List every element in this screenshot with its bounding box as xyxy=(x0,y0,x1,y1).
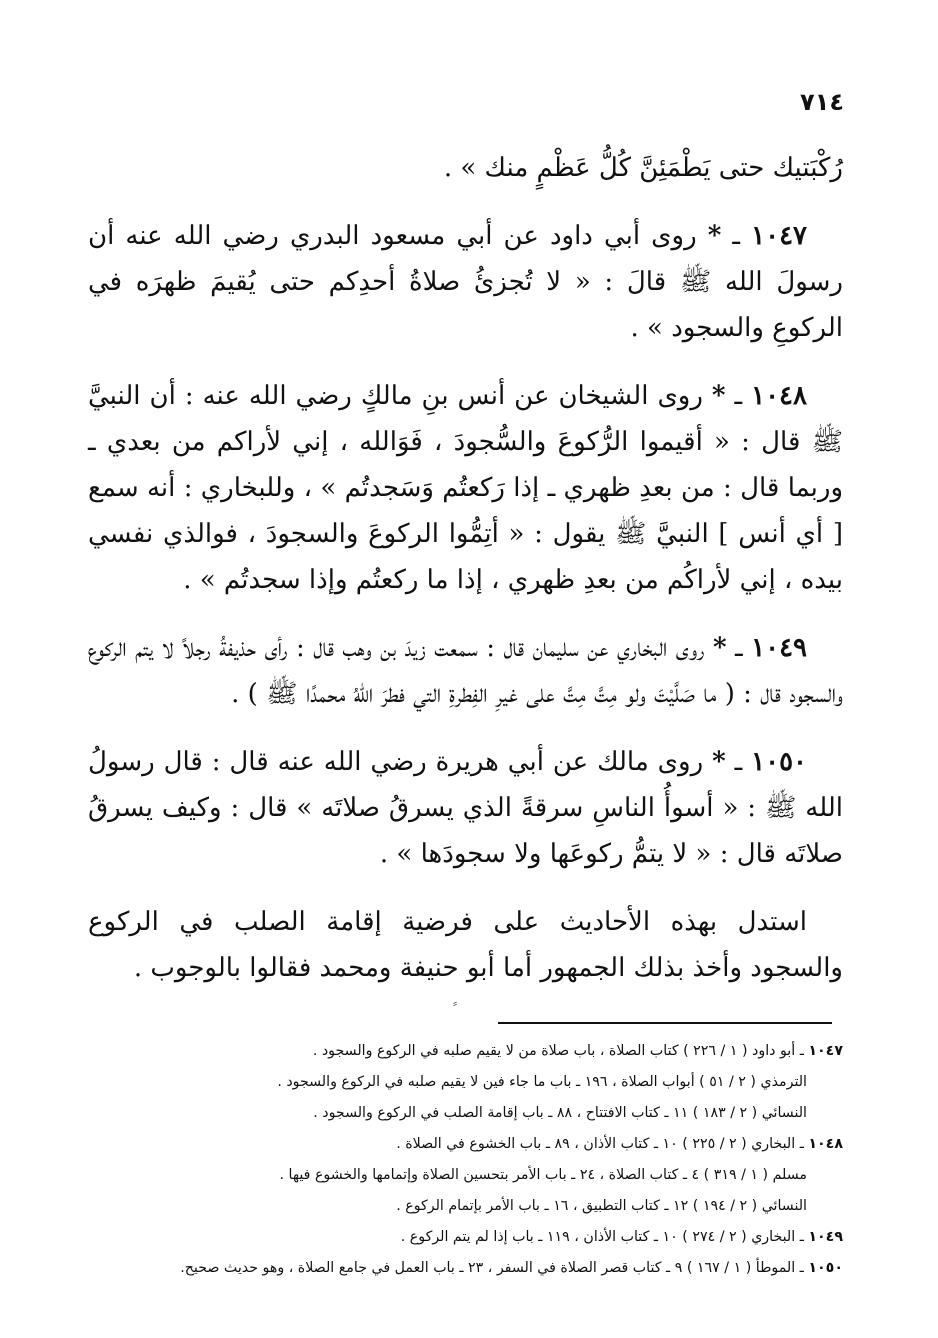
hadith-1048 xyxy=(88,373,843,603)
footnotes xyxy=(80,1036,843,1284)
hadith-text: روى البخاري عن سليمان قال : سمعت زيدَ بن وهب قال : رأى حذيفةُ رجلاً لا يتم الركوع والسجود قال : ( ما صَلَّيْتَ ولو مِتَّ مِتَّ على غيرِ الفِطرةِ التي فطرَ اللهُ محمدًا ﷺ ) . xyxy=(88,633,843,709)
footnote-number: ١٠٤٧ xyxy=(808,1043,843,1059)
footnote-text: ـ أبو داود ( ١ / ٢٢٦ ) كتاب الصلاة ، باب صلاة من لا يقيم صلبه في الركوع والسجود . xyxy=(312,1043,809,1059)
continuation-text: رُكْبَتيك حتى يَطْمَئِنَّ كُلُّ عَظْمٍ منك » . xyxy=(443,153,843,183)
footnote-text: الترمذي ( ٢ / ٥١ ) أبواب الصلاة ، ١٩٦ ـ باب ما جاء فين لا يقيم صلبه في الركوع والسجود . xyxy=(277,1074,807,1090)
hadith-text: روى مالك عن أبي هريرة رضي الله عنه قال : قال رسولُ الله ﷺ : « أسوأُ الناسِ سرقةً الذي يسرقُ صلاتَه » قال : وكيف يسرقُ صلاتَه قال : « لا يتمُّ ركوعَها ولا سجودَها » . xyxy=(88,747,843,869)
hadith-dash: ـ xyxy=(721,221,752,251)
ornament-dot: ⸗ xyxy=(453,996,457,1010)
star-marker: * xyxy=(712,633,727,663)
hadith-text: روى أبي داود عن أبي مسعود البدري رضي الله عنه أن رسولَ الله ﷺ قالَ : « لا تُجزئُ صلاةُ أحدِكم حتى يُقيمَ ظهرَه في الركوعِ والسجود » . xyxy=(88,221,843,343)
footnote-line xyxy=(80,1067,843,1098)
star-marker: * xyxy=(712,747,726,777)
footnote-line xyxy=(80,1036,843,1067)
footnote-number: ١٠٥٠ xyxy=(808,1260,843,1276)
star-marker: * xyxy=(707,221,722,251)
hadith-1050 xyxy=(88,739,843,877)
footnote-number: ١٠٤٩ xyxy=(808,1229,843,1245)
page-number: ٧١٤ xyxy=(800,88,844,116)
footnote-line xyxy=(80,1191,843,1222)
footnote-number: ١٠٤٨ xyxy=(808,1136,843,1152)
hadith-number: ١٠٤٩ xyxy=(751,633,807,663)
footnote-text: النسائي ( ٢ / ١٨٣ ) ١١ ـ كتاب الافتتاح ، ٨٨ ـ باب إقامة الصلب في الركوع والسجود . xyxy=(313,1105,807,1121)
hadith-number: ١٠٤٧ xyxy=(751,221,807,251)
footnote-text: ـ البخاري ( ٢ / ٢٢٥ ) ١٠ ـ كتاب الأذان ، ٨٩ ـ باب الخشوع في الصلاة . xyxy=(396,1136,809,1152)
footnote-text: ـ الموطأ ( ١ / ١٦٧ ) ٩ ـ كتاب قصر الصلاة في السفر ، ٢٣ ـ باب العمل في جامع الصلاة ، وهو حديث صحيح. xyxy=(180,1260,809,1276)
hadith-1049 xyxy=(88,625,843,717)
footnote-line xyxy=(80,1222,843,1253)
hadith-number: ١٠٥٠ xyxy=(751,747,808,777)
hadith-number: ١٠٤٨ xyxy=(751,381,807,411)
star-marker: * xyxy=(711,381,726,411)
footnote-line xyxy=(80,1098,843,1129)
main-text xyxy=(88,145,843,1013)
footnote-line xyxy=(80,1253,843,1284)
hadith-dash: ـ xyxy=(725,747,752,777)
hadith-1047 xyxy=(88,213,843,351)
hadith-dash: ـ xyxy=(725,381,752,411)
conclusion-paragraph: استدل بهذه الأحاديث على فرضية إقامة الصلب في الركوع والسجود وأخذ بذلك الجمهور أما أبو حنيفة ومحمد فقالوا بالوجوب . xyxy=(88,907,843,983)
hadith-text: روى الشيخان عن أنس بنِ مالكٍ رضي الله عنه : أن النبيَّ ﷺ قال : « أقيموا الرُّكوعَ والسُّجودَ ، فَوَالله ، إني لأراكم من بعدي ـ وربما قال : من بعدِ ظهري ـ إذا رَكعتُم وَسَجدتُم » ، وللبخاري : أنه سمع [ أي أنس ] النبيَّ ﷺ يقول : « أتِمُّوا الركوعَ والسجودَ ، فوالذي نفسي بيده ، إني لأراكُم من بعدِ ظهري ، إذا ما ركعتُم وإذا سجدتُم » . xyxy=(88,381,843,595)
footnote-text: مسلم ( ١ / ٣١٩ ) ٤ ـ كتاب الصلاة ، ٢٤ ـ باب الأمر بتحسين الصلاة وإتمامها والخشوع فيها . xyxy=(279,1167,807,1183)
footnote-divider xyxy=(498,1022,832,1024)
footnote-text: النسائي ( ٢ / ١٩٤ ) ١٢ ـ كتاب التطبيق ، ١٦ ـ باب الأمر بإتمام الركوع . xyxy=(396,1198,807,1214)
footnote-line xyxy=(80,1160,843,1191)
footnote-line xyxy=(80,1129,843,1160)
hadith-dash: ـ xyxy=(726,633,752,663)
footnote-text: ـ البخاري ( ٢ / ٢٧٤ ) ١٠ ـ كتاب الأذان ، ١١٩ ـ باب إذا لم يتم الركوع . xyxy=(400,1229,809,1245)
